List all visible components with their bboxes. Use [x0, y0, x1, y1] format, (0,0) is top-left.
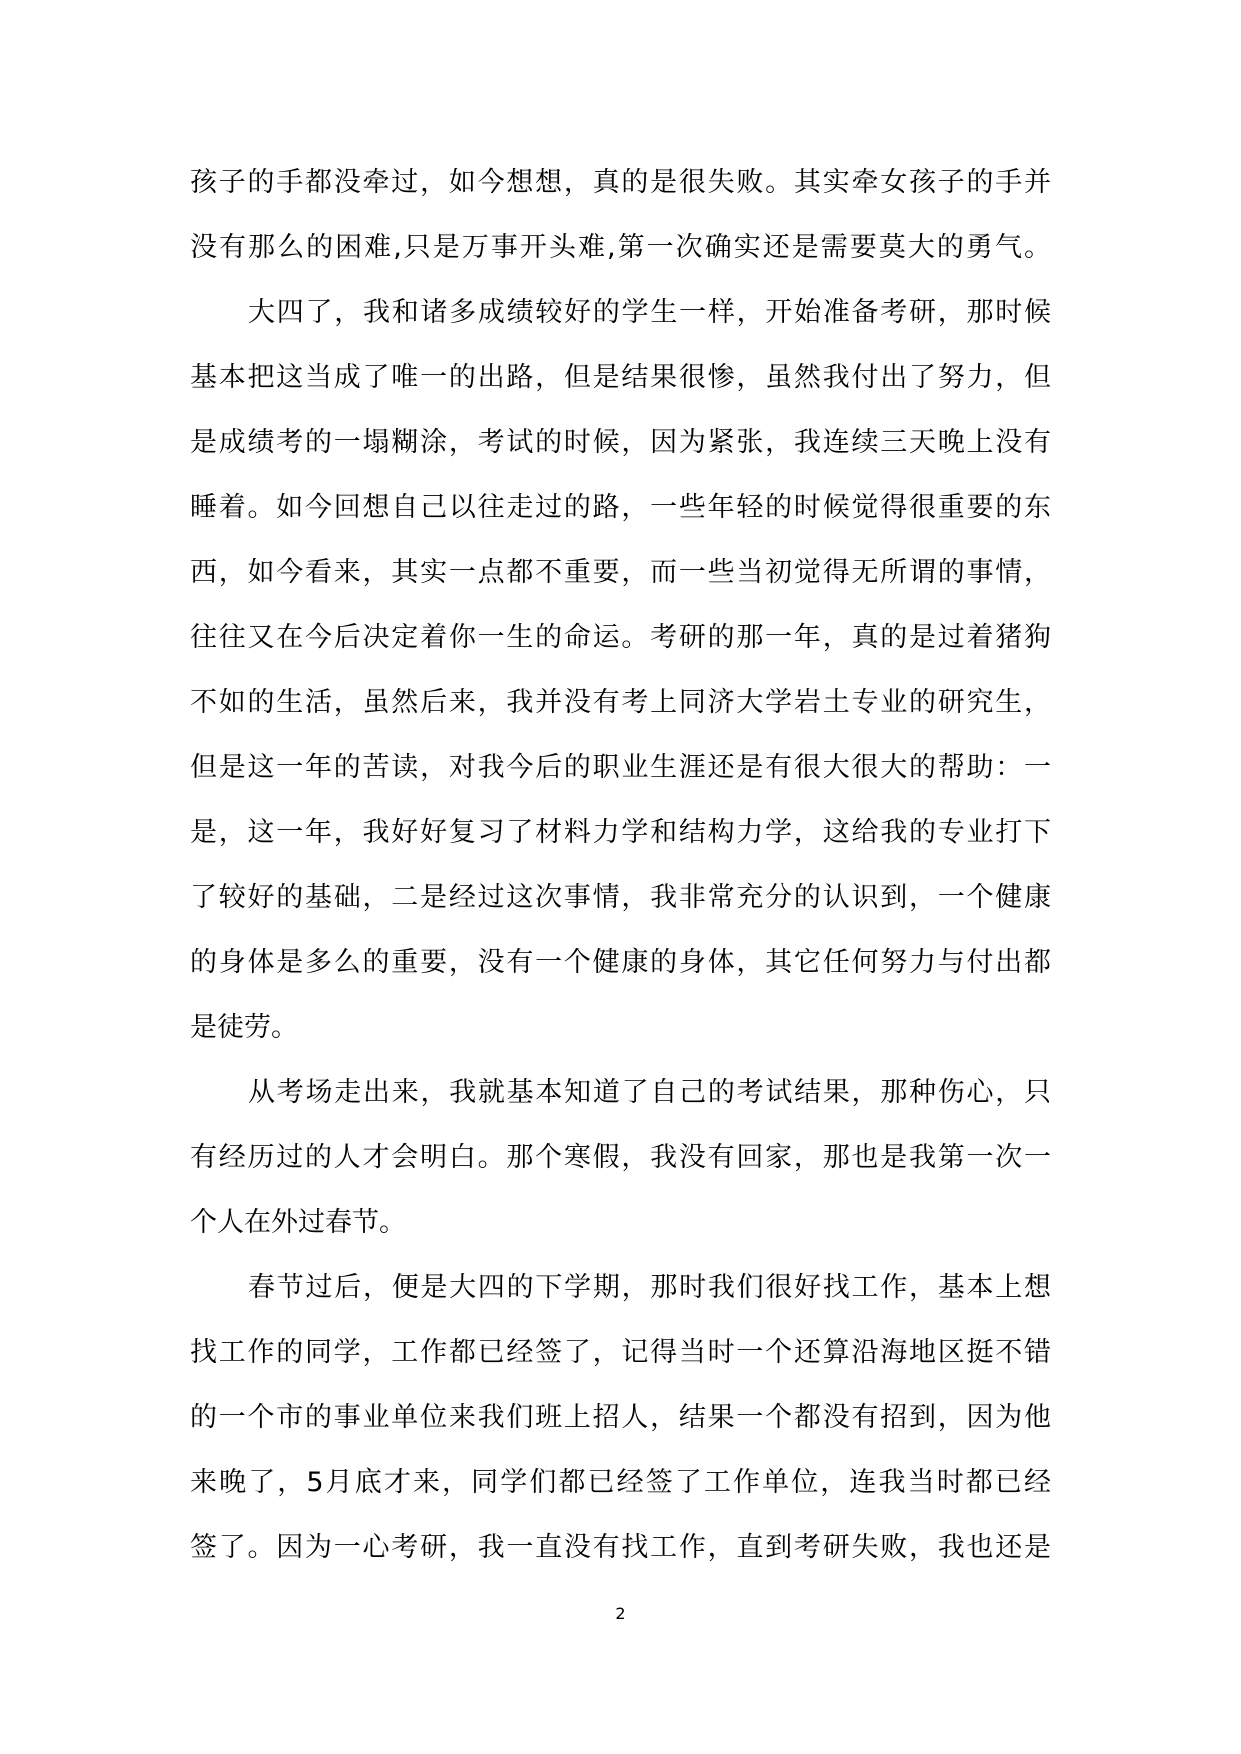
text-line: 签了。因为一心考研，我一直没有找工作，直到考研失败，我也还是: [190, 1532, 1051, 1563]
text-line: 不如的生活，虽然后来，我并没有考上同济大学岩土专业的研究生，: [190, 687, 1051, 718]
paragraph-first-line: 春节过后，便是大四的下学期，那时我们很好找工作，基本上想: [248, 1272, 1051, 1303]
text-line: 的身体是多么的重要，没有一个健康的身体，其它任何努力与付出都: [190, 947, 1051, 978]
text-line: 的一个市的事业单位来我们班上招人，结果一个都没有招到，因为他: [190, 1402, 1051, 1433]
text-line: 基本把这当成了唯一的出路，但是结果很惨，虽然我付出了努力，但: [190, 362, 1051, 393]
text-line: 孩子的手都没牵过，如今想想，真的是很失败。其实牵女孩子的手并: [190, 167, 1051, 198]
paragraph-last-line: 是徒劳。: [190, 1012, 298, 1043]
text-line: 往往又在今后决定着你一生的命运。考研的那一年，真的是过着猪狗: [190, 622, 1051, 653]
page-number: 2: [615, 1604, 626, 1623]
text-line: 了较好的基础，二是经过这次事情，我非常充分的认识到，一个健康: [190, 882, 1051, 913]
text-line: 来晚了，5月底才来，同学们都已经签了工作单位，连我当时都已经: [190, 1467, 1051, 1498]
text-line: 没有那么的困难,只是万事开头难,第一次确实还是需要莫大的勇气。: [190, 232, 1051, 263]
page-body-text: [190, 150, 1051, 1580]
text-line: 是，这一年，我好好复习了材料力学和结构力学，这给我的专业打下: [190, 817, 1051, 848]
text-line: 西，如今看来，其实一点都不重要，而一些当初觉得无所谓的事情，: [190, 557, 1051, 588]
paragraph-first-line: 从考场走出来，我就基本知道了自己的考试结果，那种伤心，只: [248, 1077, 1051, 1108]
text-line: 是成绩考的一塌糊涂，考试的时候，因为紧张，我连续三天晚上没有: [190, 427, 1051, 458]
text-line: 睡着。如今回想自己以往走过的路，一些年轻的时候觉得很重要的东: [190, 492, 1051, 523]
paragraph-first-line: 大四了，我和诸多成绩较好的学生一样，开始准备考研，那时候: [248, 297, 1051, 328]
paragraph-last-line: 个人在外过春节。: [190, 1207, 406, 1238]
text-line: 找工作的同学，工作都已经签了，记得当时一个还算沿海地区挺不错: [190, 1337, 1051, 1368]
text-line: 但是这一年的苦读，对我今后的职业生涯还是有很大很大的帮助：一: [190, 752, 1051, 783]
text-line: 有经历过的人才会明白。那个寒假，我没有回家，那也是我第一次一: [190, 1142, 1051, 1173]
